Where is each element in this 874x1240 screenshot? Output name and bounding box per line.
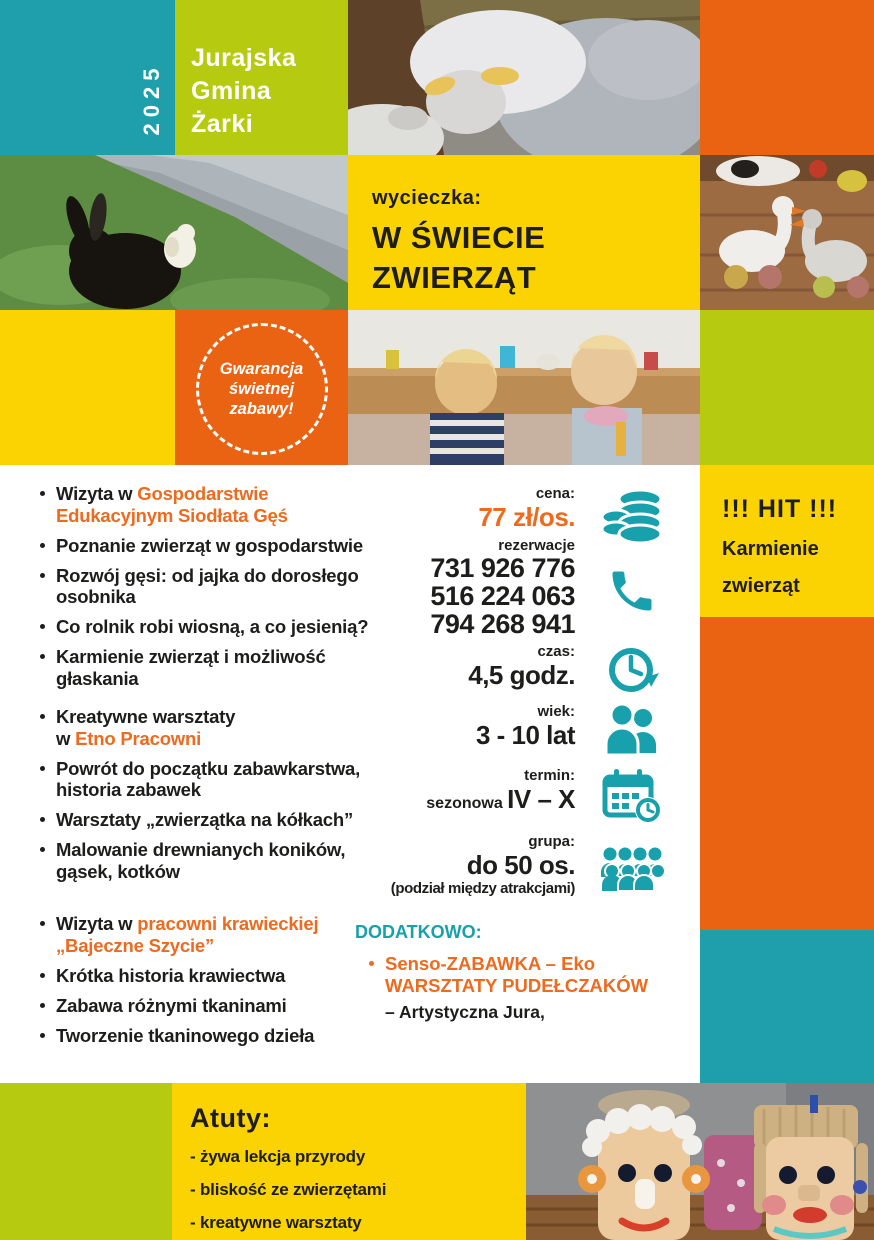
booking-row — [375, 537, 671, 638]
booking-label: rezerwacje — [498, 537, 575, 554]
org-name-block — [175, 0, 348, 155]
group-icon — [593, 847, 671, 891]
extra-item-line: Senso-ZABAWKA – Eko — [385, 953, 596, 974]
org-line: Gmina — [191, 77, 272, 105]
term-label: termin: — [524, 767, 575, 784]
trip-title-line: ZWIERZĄT — [372, 260, 537, 295]
phone-number: 731 926 776 — [430, 553, 575, 583]
list-item — [38, 995, 372, 1017]
group-row — [375, 833, 671, 897]
extra-item-line: WARSZTATY PUDEŁCZAKÓW — [385, 974, 649, 996]
bullet-text: Warsztaty „zwierzątka na kółkach” — [56, 809, 354, 830]
bullet-text: Zabawa różnymi tkaninami — [56, 994, 287, 1016]
people-icon — [593, 703, 671, 759]
goats-photo — [348, 0, 700, 155]
list-item — [38, 839, 372, 882]
list-item — [38, 913, 372, 956]
extra-heading: DODATKOWO: — [355, 922, 482, 942]
age-label: wiek: — [537, 703, 575, 720]
program-group-workshop — [38, 706, 372, 891]
atuty-heading: Atuty: — [190, 1103, 271, 1133]
time-row — [375, 643, 671, 697]
time-label: czas: — [537, 643, 575, 660]
bullet-text: Krótka historia krawiectwa — [56, 964, 286, 986]
atuty-item: - bliskość ze zwierzętami — [190, 1180, 387, 1199]
calendar-clock-icon — [593, 767, 671, 825]
phone-number: 516 224 063 — [430, 581, 575, 611]
hit-block — [700, 465, 874, 617]
list-item — [38, 565, 372, 608]
time-value: 4,5 godz. — [468, 660, 575, 690]
org-name — [175, 0, 348, 141]
group-note: (podział między atrakcjami) — [390, 880, 575, 897]
list-item — [38, 616, 372, 638]
bullet-text: Wizyta w — [56, 483, 138, 504]
orange-side-block — [700, 617, 874, 930]
children-painting-photo — [348, 310, 700, 465]
history-clock-icon — [593, 643, 671, 697]
year-label: 2025 — [139, 62, 164, 136]
group-label: grupa: — [528, 833, 575, 850]
badge-line: świetnej — [228, 380, 295, 398]
bullet-highlight: pracowni krawieckiej „Bajeczne Szycie” — [56, 913, 319, 956]
age-value: 3 - 10 lat — [475, 720, 575, 750]
list-item — [38, 758, 372, 801]
hit-line: Karmienie — [722, 538, 819, 560]
hit-line: zwierząt — [722, 575, 800, 597]
list-item — [38, 646, 372, 689]
price-label: cena: — [535, 485, 575, 502]
bullet-highlight: Etno Pracowni — [75, 727, 202, 749]
term-prefix: sezonowa — [426, 795, 508, 812]
bullet-text: Powrót do początku zabawkarstwa, historia zabawek — [56, 757, 361, 800]
hit-title: !!! HIT !!! — [722, 495, 838, 523]
bullet-text: Co rolnik robi wiosną, a co jesienią? — [56, 616, 369, 637]
lime-spacer-block — [700, 310, 874, 465]
orange-corner-block — [700, 0, 874, 155]
bullet-text: Wizyta w — [56, 913, 138, 934]
bullet-text: Karmienie zwierząt i możliwość głaskania — [56, 646, 326, 689]
rabbit-photo — [0, 155, 348, 310]
badge-line: Gwarancja — [219, 360, 304, 378]
wooden-ducks-photo — [700, 155, 874, 310]
list-item — [38, 965, 372, 987]
bullet-highlight: Gospodarstwie Edukacyjnym Siodłata Gęś — [56, 483, 288, 526]
teal-corner-block — [0, 0, 175, 155]
dolls-photo — [526, 1083, 874, 1240]
program-group-farm — [38, 483, 372, 698]
phone-icon — [593, 565, 671, 617]
list-item — [38, 1025, 372, 1047]
guarantee-badge — [196, 323, 328, 455]
atuty-block — [172, 1083, 526, 1240]
price-value: 77 zł/os. — [478, 502, 575, 532]
trip-title — [372, 218, 700, 298]
bullet-text: Kreatywne warsztaty — [56, 706, 236, 727]
age-row — [375, 703, 671, 759]
list-item — [38, 535, 372, 557]
price-row — [375, 485, 671, 543]
atuty-item: - kreatywne warsztaty — [190, 1213, 362, 1232]
title-block — [348, 155, 700, 310]
bullet-text: Malowanie drewnianych koników, gąsek, kotków — [56, 839, 346, 882]
list-item — [38, 809, 372, 831]
guarantee-badge-block — [175, 310, 348, 465]
list-item — [38, 483, 372, 526]
coins-icon — [593, 485, 671, 543]
org-line: Jurajska — [191, 44, 297, 72]
lime-footer-block — [0, 1083, 172, 1240]
term-row — [375, 767, 671, 825]
badge-line: zabawy! — [229, 400, 294, 418]
org-line: Żarki — [191, 110, 254, 138]
phone-number: 794 268 941 — [430, 609, 575, 639]
program-group-sewing — [38, 913, 372, 1055]
term-value: IV – X — [507, 784, 575, 814]
teal-side-block — [700, 930, 874, 1083]
bullet-text: Tworzenie tkaninowego dzieła — [56, 1024, 315, 1046]
bullet-text: w — [56, 727, 76, 749]
bullet-text: Poznanie zwierząt w gospodarstwie — [56, 534, 363, 556]
list-item — [38, 706, 372, 749]
trip-kicker: wycieczka: — [372, 187, 482, 209]
bullet-text: Rozwój gęsi: od jajka do dorosłego osobnika — [56, 564, 359, 607]
trip-title-line: W ŚWIECIE — [372, 220, 546, 255]
extra-subline: – Artystyczna Jura, — [385, 1002, 545, 1022]
extra-item — [355, 953, 655, 996]
atuty-item: - żywa lekcja przyrody — [190, 1147, 366, 1166]
yellow-spacer-block — [0, 310, 175, 465]
group-value: do 50 os. — [466, 850, 575, 880]
